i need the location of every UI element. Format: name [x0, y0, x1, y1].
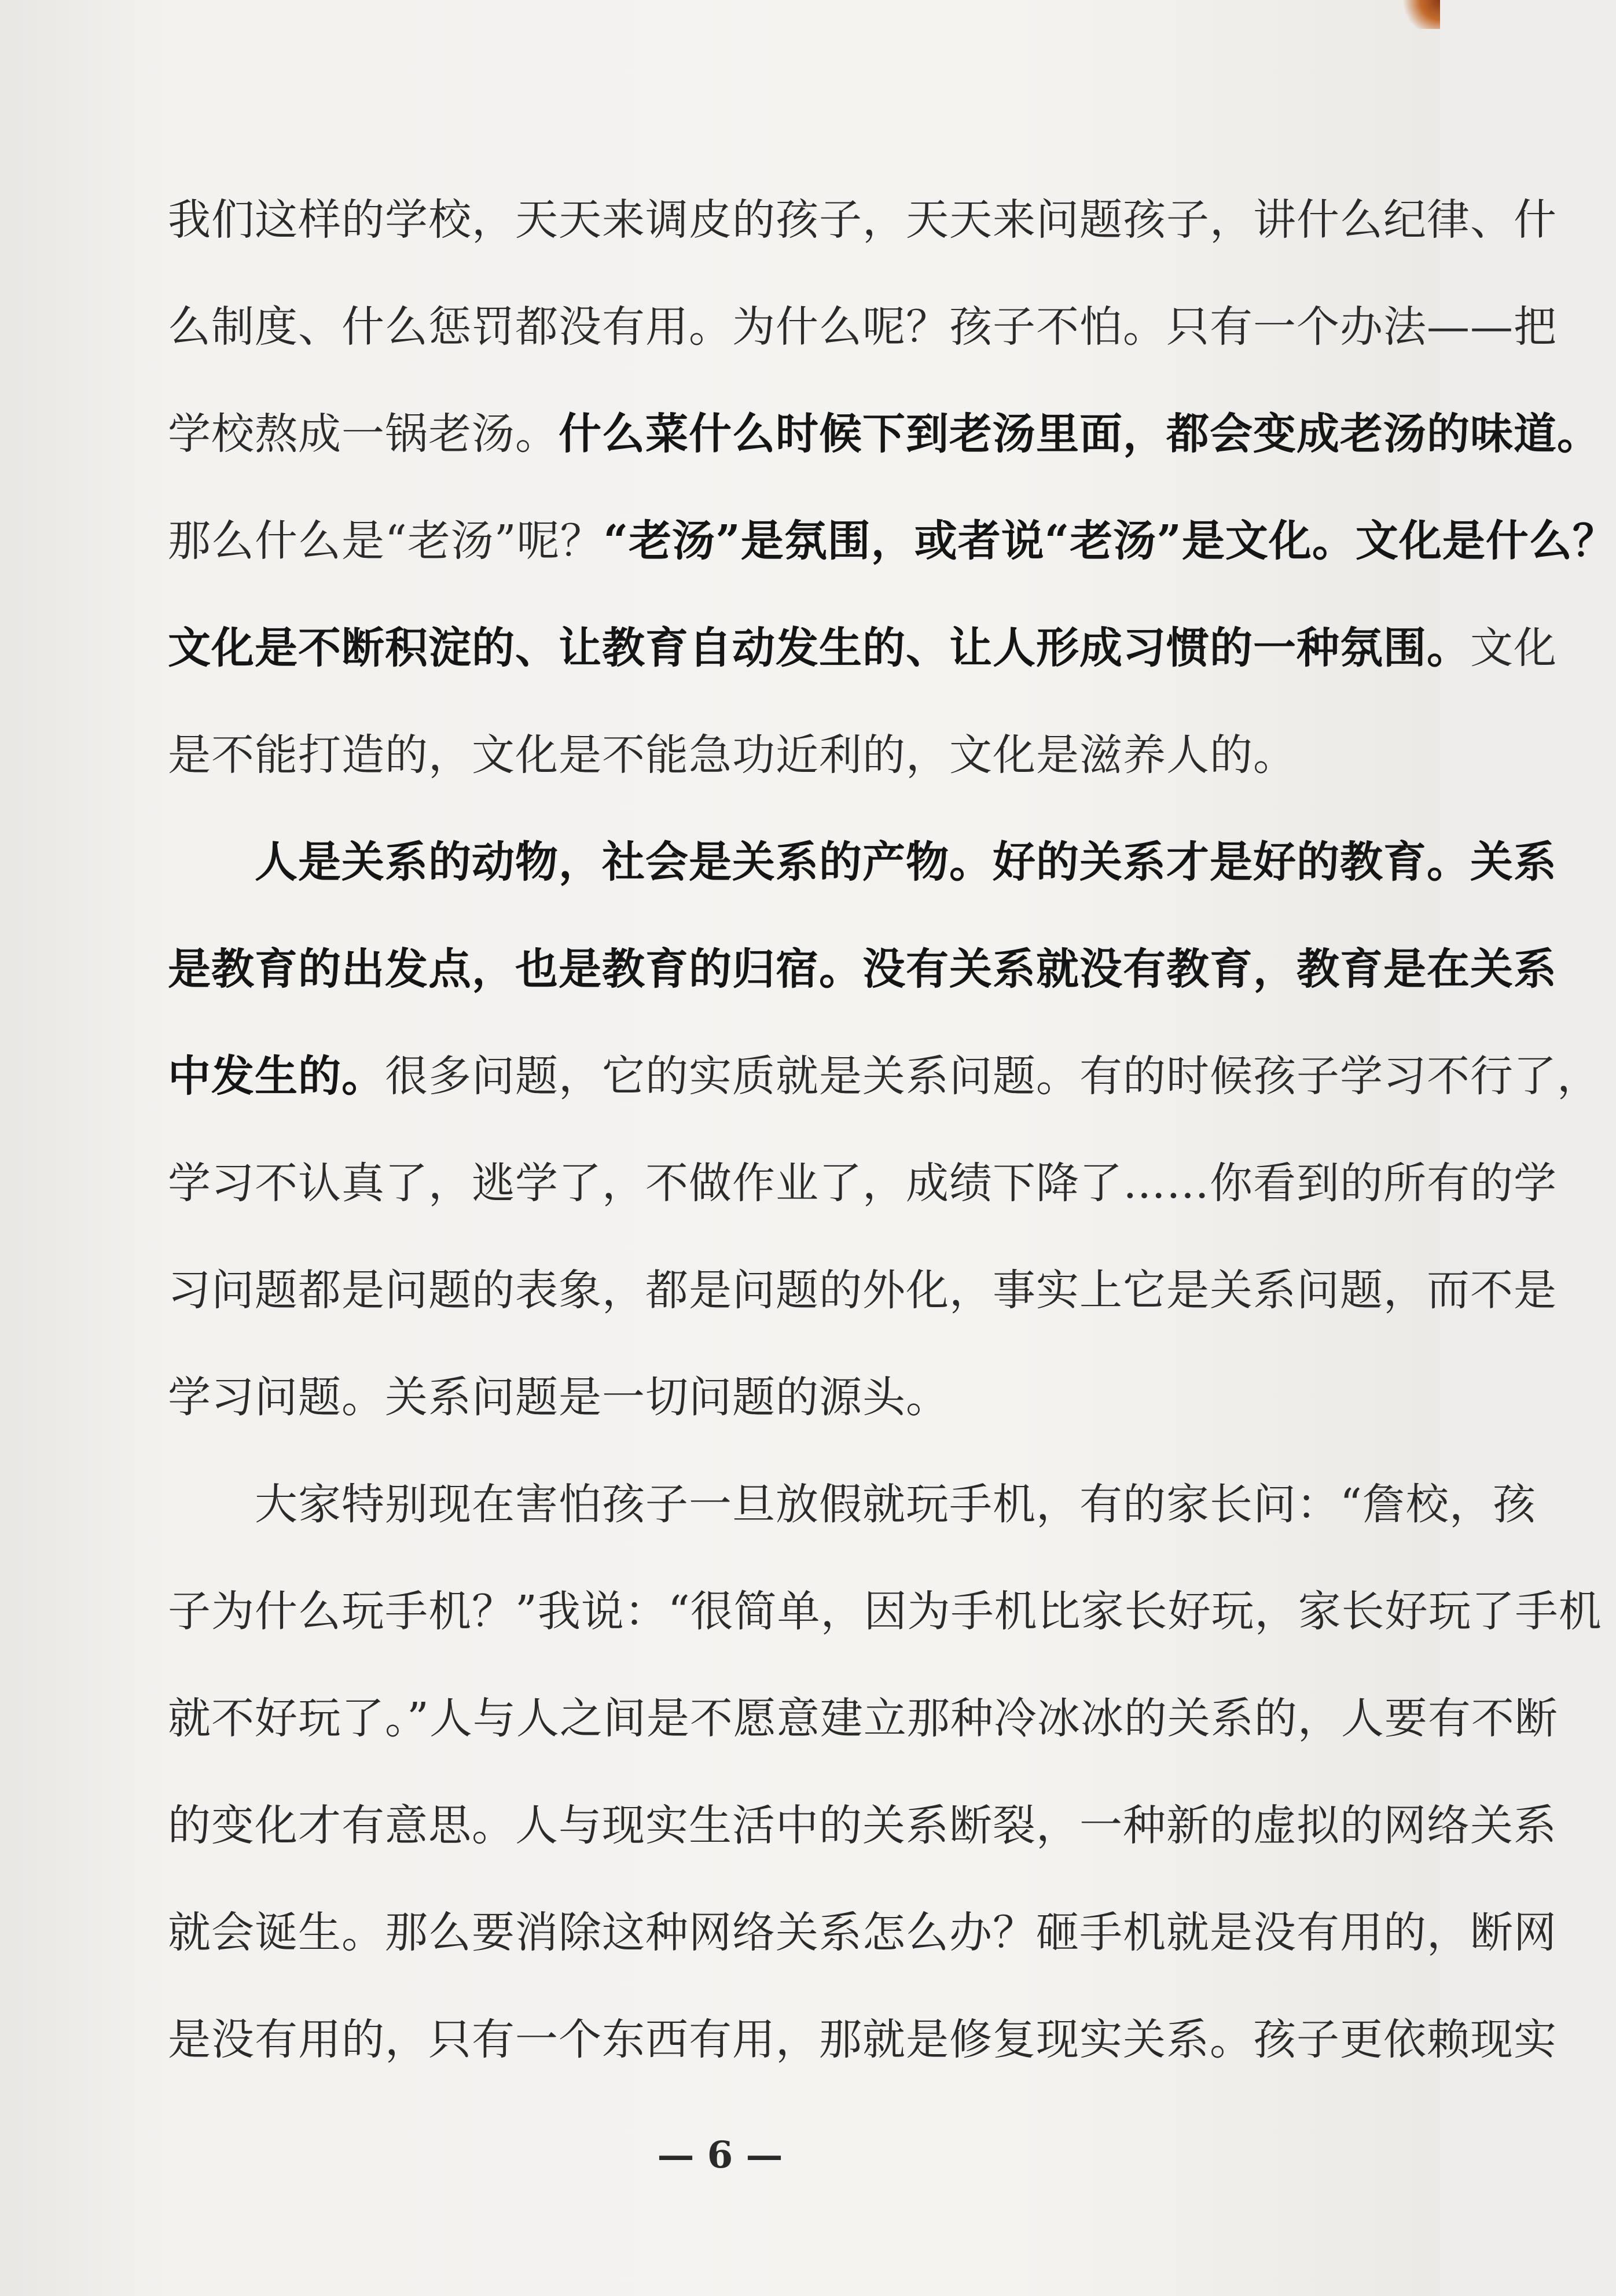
page-corner-mark — [1400, 0, 1440, 29]
text-line-10: 学习不认真了，逃学了，不做作业了，成绩下降了……你看到的所有的学 — [168, 1158, 1557, 1208]
text-line-13: 大家特别现在害怕孩子一旦放假就玩手机，有的家长问：“詹校，孩 — [255, 1480, 1536, 1529]
text-line-1: 我们这样的学校，天天来调皮的孩子，天天来问题孩子，讲什么纪律、什 — [168, 195, 1557, 245]
text-line-4: 那么什么是“老汤”呢？“老汤”是氛围，或者说“老汤”是文化。文化是什么？ — [168, 516, 1616, 566]
text-line-6: 是不能打造的，文化是不能急功近利的，文化是滋养人的。 — [168, 730, 1297, 780]
page-number: — 6 — — [657, 2133, 783, 2177]
text-line-17: 就会诞生。那么要消除这种网络关系怎么办？砸手机就是没有用的，断网 — [168, 1908, 1557, 1958]
text-line-11: 习问题都是问题的表象，都是问题的外化，事实上它是关系问题，而不是 — [168, 1265, 1557, 1315]
text-line-16: 的变化才有意思。人与现实生活中的关系断裂，一种新的虚拟的网络关系 — [168, 1801, 1557, 1850]
text-line-2: 么制度、什么惩罚都没有用。为什么呢？孩子不怕。只有一个办法——把 — [168, 302, 1557, 352]
text-line-7: 人是关系的动物，社会是关系的产物。好的关系才是好的教育。关系 — [255, 837, 1557, 887]
text-line-9: 中发生的。很多问题，它的实质就是关系问题。有的时候孩子学习不行了， — [168, 1051, 1600, 1101]
text-line-15: 就不好玩了。”人与人之间是不愿意建立那种冷冰冰的关系的，人要有不断 — [168, 1694, 1558, 1743]
text-line-8: 是教育的出发点，也是教育的归宿。没有关系就没有教育，教育是在关系 — [168, 944, 1557, 994]
text-line-5: 文化是不断积淀的、让教育自动发生的、让人形成习惯的一种氛围。文化 — [168, 623, 1557, 673]
text-line-12: 学习问题。关系问题是一切问题的源头。 — [168, 1373, 949, 1422]
text-line-3: 学校熬成一锅老汤。什么菜什么时候下到老汤里面，都会变成老汤的味道。 — [168, 409, 1600, 459]
text-line-18: 是没有用的，只有一个东西有用，那就是修复现实关系。孩子更依赖现实 — [168, 2015, 1557, 2065]
text-line-14: 子为什么玩手机？”我说：“很简单，因为手机比家长好玩，家长好玩了手机 — [168, 1587, 1602, 1636]
